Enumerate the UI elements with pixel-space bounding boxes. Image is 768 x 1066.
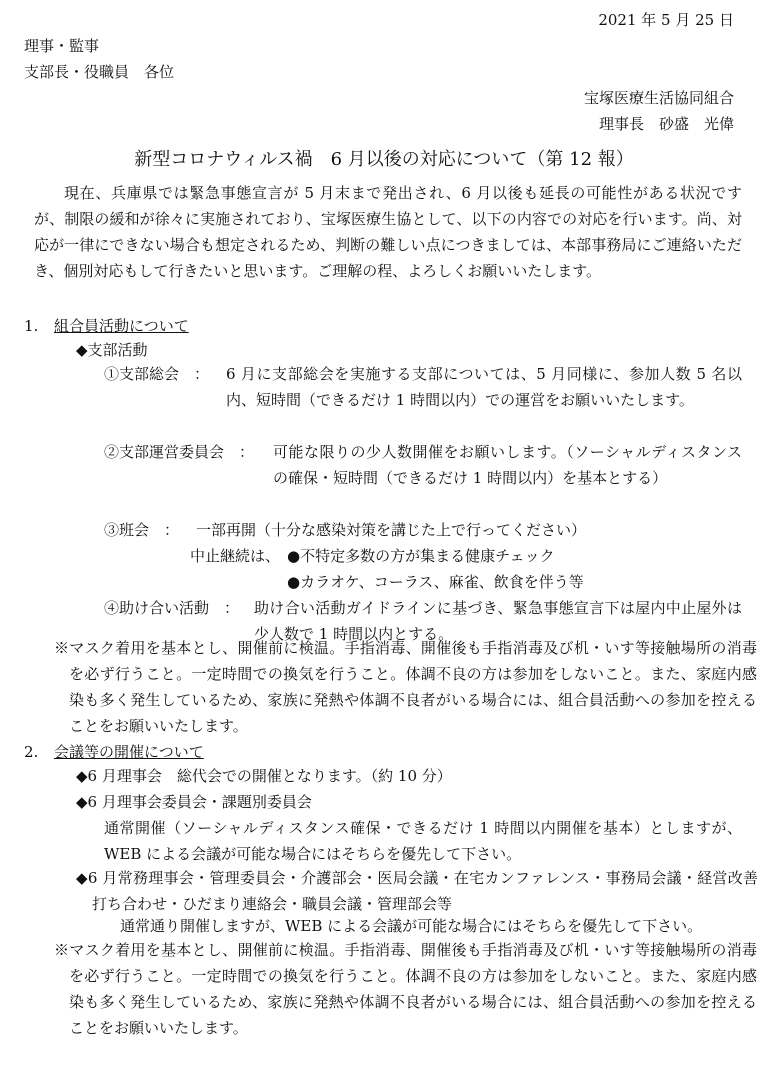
item-mutual-aid-label: ④助け合い活動 ： (104, 599, 240, 617)
section-2-number: 2. (24, 743, 39, 761)
recipients-line-1: 理事・監事 (24, 37, 100, 55)
document-title: 新型コロナウィルス禍 6 月以後の対応について（第 12 報） (134, 149, 634, 170)
item-branch-committee-label: ②支部運営委員会 ： (104, 443, 255, 461)
item-mutual-aid-body: 助け合い活動ガイドラインに基づき、緊急事態宣言下は屋内中止屋外は少人数で 1 時間以内とする。 (254, 599, 742, 643)
section-1-number: 1. (24, 317, 39, 335)
recipients-line-2: 支部長・役職員 各位 (24, 63, 175, 81)
item-branch-committee-body: 可能な限りの少人数開催をお願いします。（ソーシャルディスタンスの確保・短時間（できるだけ 1 時間以内）を基本とする） (273, 443, 742, 487)
signatory: 理事長 砂盛 光偉 (598, 115, 734, 133)
meeting-item-committees-title: ◆6 月理事会委員会・課題別委員会 (76, 793, 312, 811)
meeting-item-standing-body: 通常通り開催しますが、WEB による会議が可能な場合にはそちらを優先して下さい。 (120, 917, 703, 935)
document-date: 2021 年 5 月 25 日 (598, 11, 734, 29)
branch-activity-heading: ◆支部活動 (76, 341, 148, 359)
meeting-item-board-title: ◆6 月理事会 総代会での開催となります。（約 10 分） (76, 767, 452, 785)
section-1-heading (24, 313, 189, 339)
section-1-title: 組合員活動について (54, 317, 189, 335)
suspended-item-karaoke: ●カラオケ、コーラス、麻雀、飲食を伴う等 (287, 573, 584, 591)
meeting-item-standing-title: ◆6 月常務理事会・管理委員会・介護部会・医局会議・在宅カンファレンス・事務局会議・経営改善打ち合わせ・ひだまり連絡会・職員会議・管理部会等 (76, 869, 758, 913)
organization-name: 宝塚医療生活協同組合 (583, 89, 734, 107)
section-2-title: 会議等の開催について (54, 743, 204, 761)
suspended-prefix: 中止継続は、 (190, 547, 281, 565)
item-branch-general-meeting-body: 6 月に支部総会を実施する支部については、5 月同様に、参加人数 5 名以内、短時間（できるだけ 1 時間以内）での運営をお願いいたします。 (226, 365, 742, 409)
intro-paragraph: 現在、兵庫県では緊急事態宣言が 5 月末まで発出され、6 月以後も延長の可能性がある状況ですが、制限の緩和が徐々に実施されており、宝塚医療生協として、以下の内容での対応を行います。尚、対応が一律にできない場合も想定されるため、判断の難しい点につきましては、本部事務局にご連絡いただき、個別対応もして行きたいと思います。ご理解の程、よろしくお願いいたします。 (34, 184, 742, 280)
item-branch-general-meeting-label: ①支部総会 ： (104, 365, 210, 383)
item-group-meeting-label: ③班会 ： (104, 521, 180, 539)
section-1-note: ※マスク着用を基本とし、開催前に検温。手指消毒、開催後も手指消毒及び机・いす等接触場所の消毒を必ず行うこと。一定時間での換気を行うこと。体調不良の方は参加をしないこと。また、家庭内感染も多く発生しているため、家族に発熱や体調不良者がいる場合には、組合員活動への参加を控えることをお願いいたします。 (54, 639, 757, 735)
suspended-item-health-check: ●不特定多数の方が集まる健康チェック (287, 547, 555, 565)
item-group-meeting-body: 一部再開（十分な感染対策を講じた上で行ってください） (196, 521, 587, 539)
section-2-note: ※マスク着用を基本とし、開催前に検温。手指消毒、開催後も手指消毒及び机・いす等接触場所の消毒を必ず行うこと。一定時間での換気を行うこと。体調不良の方は参加をしないこと。また、家庭内感染も多く発生しているため、家族に発熱や体調不良者がいる場合には、組合員活動への参加を控えることをお願いいたします。 (54, 941, 757, 1037)
meeting-item-committees-body: 通常開催（ソーシャルディスタンス確保・できるだけ 1 時間以内開催を基本）としますが、WEB による会議が可能な場合にはそちらを優先して下さい。 (104, 819, 742, 863)
section-2-heading (24, 739, 204, 765)
